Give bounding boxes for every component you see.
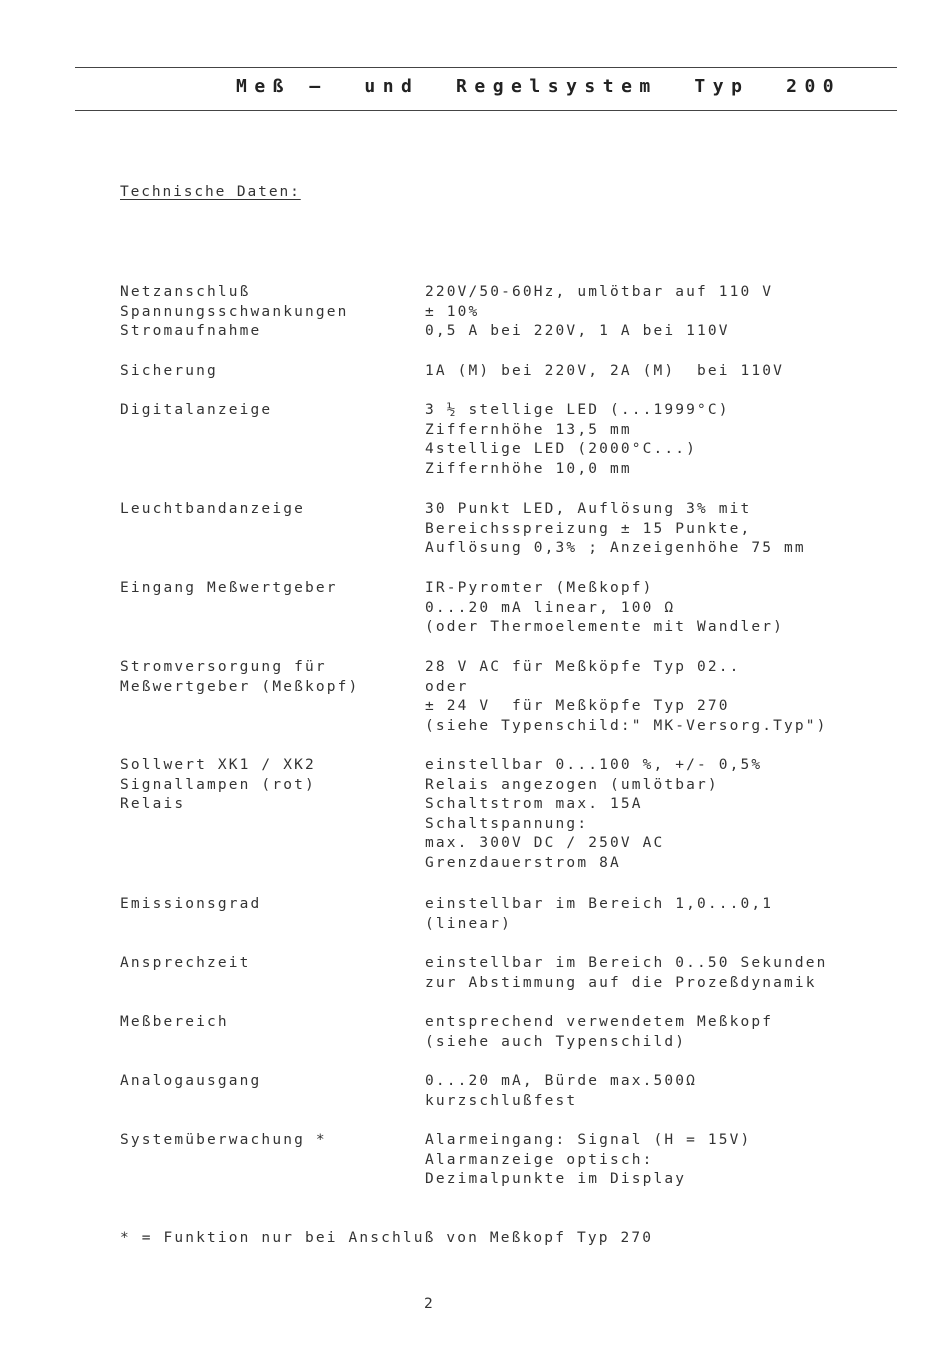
spec-value: 0,5 A bei 220V, 1 A bei 110V <box>425 323 730 340</box>
spec-value-column <box>425 954 828 993</box>
spec-label-column <box>120 500 305 520</box>
spec-value: (oder Thermoelemente mit Wandler) <box>425 619 785 636</box>
spec-value: Alarmanzeige optisch: <box>425 1151 654 1168</box>
page-number: 2 <box>424 1296 433 1312</box>
spec-value: Dezimalpunkte im Display <box>425 1171 687 1188</box>
spec-value: Ziffernhöhe 13,5 mm <box>425 421 632 438</box>
spec-value: Auflösung 0,3% ; Anzeigenhöhe 75 mm <box>425 540 806 557</box>
spec-label: Sollwert XK1 / XK2 <box>120 757 316 773</box>
spec-label-column <box>120 1072 261 1092</box>
spec-value-column <box>425 362 784 382</box>
spec-label-column <box>120 954 251 974</box>
spec-label: Sicherung <box>120 363 218 379</box>
spec-label-column <box>120 1131 327 1151</box>
spec-value: Ziffernhöhe 10,0 mm <box>425 460 632 477</box>
spec-value: 0...20 mA, Bürde max.500Ω <box>425 1073 697 1089</box>
spec-label: Stromaufnahme <box>120 323 262 340</box>
spec-label: Stromversorgung für <box>120 659 327 675</box>
spec-value: Relais angezogen (umlötbar) <box>425 776 719 793</box>
spec-value: 1A (M) bei 220V, 2A (M) bei 110V <box>425 363 785 379</box>
spec-label-column <box>120 756 316 815</box>
spec-label: Netzanschluß <box>120 284 251 300</box>
spec-label: Meßbereich <box>120 1014 229 1030</box>
spec-value: ± 10% <box>425 303 480 320</box>
spec-label: Analogausgang <box>120 1073 262 1089</box>
spec-label-column <box>120 283 348 342</box>
spec-value: 4stellige LED (2000°C...) <box>425 441 697 458</box>
spec-label: Emissionsgrad <box>120 896 262 912</box>
spec-label-column <box>120 401 272 421</box>
header-top-rule <box>75 67 897 68</box>
spec-label: Eingang Meßwertgeber <box>120 580 338 596</box>
spec-value: 28 V AC für Meßköpfe Typ 02.. <box>425 659 741 675</box>
spec-label: Meßwertgeber (Meßkopf) <box>120 678 360 695</box>
spec-value-column <box>425 658 828 736</box>
spec-value-column <box>425 401 730 479</box>
spec-value: 30 Punkt LED, Auflösung 3% mit <box>425 501 752 517</box>
spec-value-column <box>425 895 773 934</box>
spec-value: ± 24 V für Meßköpfe Typ 270 <box>425 698 730 715</box>
spec-value: Schaltstrom max. 15A <box>425 796 643 813</box>
spec-label: Ansprechzeit <box>120 955 251 971</box>
spec-value-column <box>425 1013 773 1052</box>
spec-label: Relais <box>120 796 186 813</box>
spec-value: einstellbar im Bereich 0..50 Sekunden <box>425 955 828 971</box>
spec-value: IR-Pyromter (Meßkopf) <box>425 580 654 596</box>
spec-value: Alarmeingang: Signal (H = 15V) <box>425 1132 752 1148</box>
section-heading: Technische Daten: <box>120 184 301 200</box>
spec-label-column <box>120 1013 229 1033</box>
spec-label: Leuchtbandanzeige <box>120 501 305 517</box>
spec-value: oder <box>425 678 469 695</box>
spec-value: Schaltspannung: <box>425 815 589 832</box>
spec-value: entsprechend verwendetem Meßkopf <box>425 1014 774 1030</box>
footnote: * = Funktion nur bei Anschluß von Meßkopf Typ 270 <box>120 1230 654 1246</box>
spec-value: kurzschlußfest <box>425 1092 578 1109</box>
spec-value: 220V/50-60Hz, umlötbar auf 110 V <box>425 284 774 300</box>
spec-value-column <box>425 500 806 559</box>
spec-label: Digitalanzeige <box>120 402 273 418</box>
spec-label: Spannungsschwankungen <box>120 303 349 320</box>
spec-value: einstellbar im Bereich 1,0...0,1 <box>425 896 774 912</box>
spec-value: 3 ½ stellige LED (...1999°C) <box>425 402 730 418</box>
spec-value: 0...20 mA linear, 100 Ω <box>425 599 676 616</box>
spec-value: (linear) <box>425 915 513 932</box>
spec-value: Grenzdauerstrom 8A <box>425 854 621 871</box>
spec-value: Bereichsspreizung ± 15 Punkte, <box>425 520 752 537</box>
spec-label-column <box>120 895 261 915</box>
spec-value: einstellbar 0...100 %, +/- 0,5% <box>425 757 763 773</box>
spec-label: Signallampen (rot) <box>120 776 316 793</box>
spec-value-column <box>425 283 773 342</box>
spec-value: zur Abstimmung auf die Prozeßdynamik <box>425 974 817 991</box>
spec-value: max. 300V DC / 250V AC <box>425 835 665 852</box>
spec-label-column <box>120 362 218 382</box>
spec-value-column <box>425 579 784 638</box>
spec-label-column <box>120 579 338 599</box>
spec-value-column <box>425 1072 697 1111</box>
document-title: Meß – und Regelsystem Typ 200 <box>236 76 842 97</box>
header-bottom-rule <box>75 110 897 111</box>
spec-value-column <box>425 1131 751 1190</box>
spec-value-column <box>425 756 762 874</box>
spec-value: (siehe Typenschild:" MK-Versorg.Typ") <box>425 717 828 734</box>
spec-label-column <box>120 658 359 697</box>
spec-value: (siehe auch Typenschild) <box>425 1033 687 1050</box>
spec-label: Systemüberwachung * <box>120 1132 327 1148</box>
